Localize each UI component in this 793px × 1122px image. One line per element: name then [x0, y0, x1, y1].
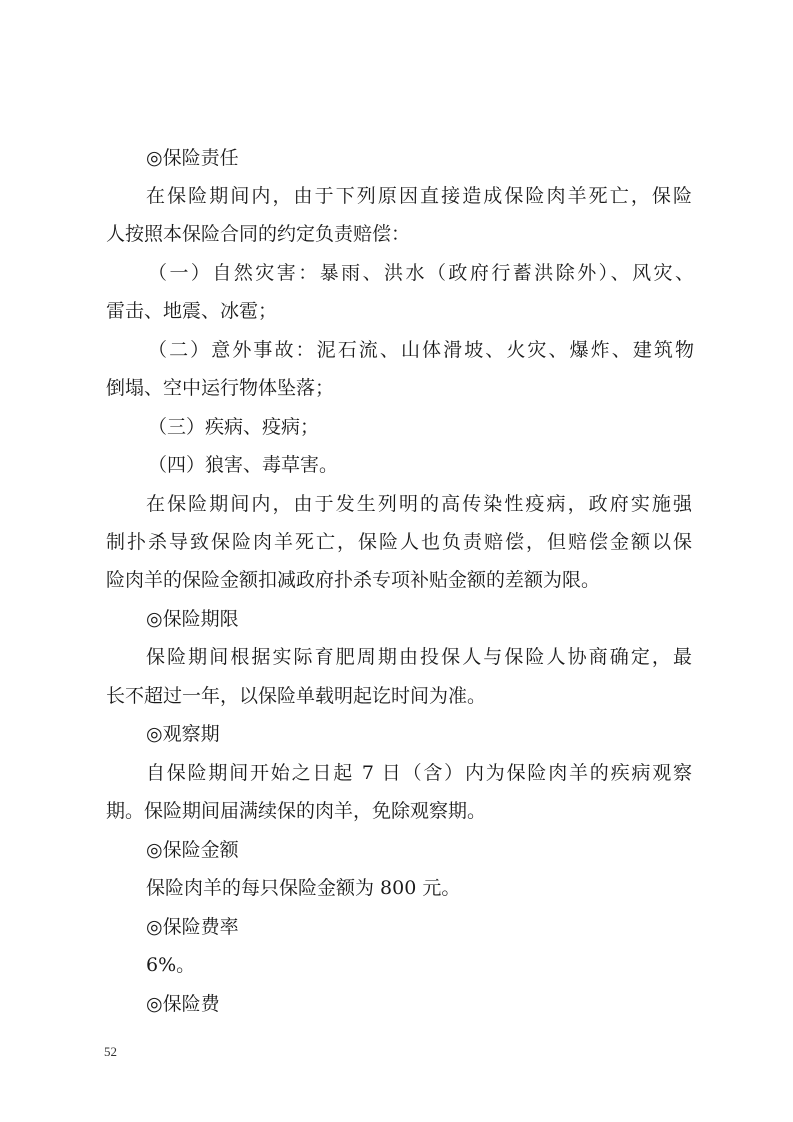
list-item-natural-disaster: （一）自然灾害：暴雨、洪水（政府行蓄洪除外）、风灾、 — [148, 262, 694, 284]
paragraph-line: 期。保险期间届满续保的肉羊，免除观察期。 — [106, 800, 487, 822]
paragraph-line: 保险期间根据实际育肥周期由投保人与保险人协商确定，最 — [146, 646, 692, 668]
heading-insurance-period: ◎保险期限 — [146, 608, 239, 630]
heading-premium: ◎保险费 — [146, 993, 220, 1015]
list-item-accident: （二）意外事故：泥石流、山体滑坡、火灾、爆炸、建筑物 — [148, 339, 694, 361]
paragraph-line: 6%。 — [146, 954, 196, 976]
paragraph-line: 在保险期间内，由于发生列明的高传染性疫病，政府实施强 — [146, 493, 692, 515]
page-number: 52 — [104, 1044, 117, 1059]
heading-premium-rate: ◎保险费率 — [146, 916, 239, 938]
heading-observation-period: ◎观察期 — [146, 723, 220, 745]
paragraph-line: 保险肉羊的每只保险金额为 800 元。 — [146, 877, 461, 899]
paragraph-line: 险肉羊的保险金额扣减政府扑杀专项补贴金额的差额为限。 — [106, 569, 601, 591]
paragraph-line: 在保险期间内，由于下列原因直接造成保险肉羊死亡，保险 — [146, 185, 692, 207]
paragraph-line: 长不超过一年，以保险单载明起讫时间为准。 — [106, 685, 487, 707]
paragraph-line: 倒塌、空中运行物体坠落； — [106, 377, 335, 399]
paragraph-line: 自保险期间开始之日起 7 日（含）内为保险肉羊的疾病观察 — [146, 762, 692, 784]
paragraph-line: 人按照本保险合同的约定负责赔偿： — [106, 223, 411, 245]
heading-sum-insured: ◎保险金额 — [146, 839, 239, 861]
paragraph-line: 制扑杀导致保险肉羊死亡，保险人也负责赔偿，但赔偿金额以保 — [106, 531, 692, 553]
list-item-wolf-poison: （四）狼害、毒草害。 — [148, 454, 339, 476]
list-item-disease: （三）疾病、疫病； — [148, 416, 320, 438]
paragraph-line: 雷击、地震、冰雹； — [106, 300, 278, 322]
heading-insurance-liability: ◎保险责任 — [146, 147, 239, 169]
